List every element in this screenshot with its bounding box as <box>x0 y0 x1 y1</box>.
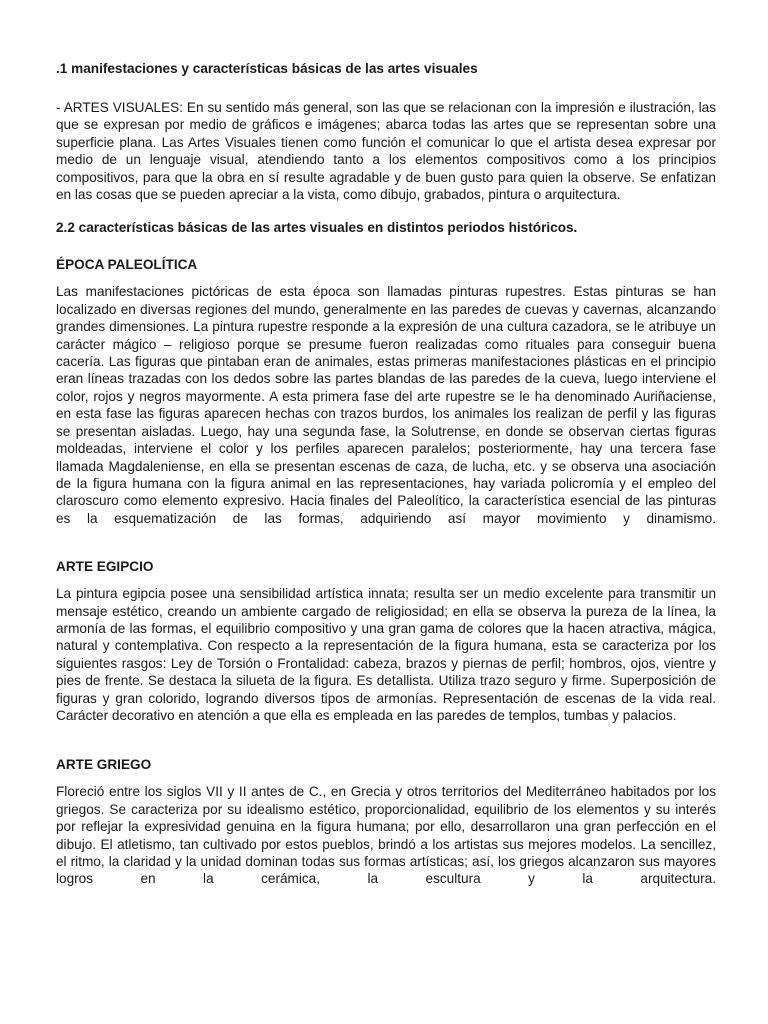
heading-manifestaciones: .1 manifestaciones y características básicas de las artes visuales <box>56 61 478 76</box>
paragraph-arte-griego: Floreció entre los siglos VII y II antes de C., en Grecia y otros territorios del Mediterráneo habitados por los griegos. Se caracteriza por su idealismo estético, proporcionalidad, equilibrio de los elementos y su interés por reflejar la expresividad genuina en la figura humana; por ello, desarrollaron una gran perfección en el dibujo. El atletismo, tan cultivado por estos pueblos, brindó a los artistas sus mejores modelos. La sencillez, el ritmo, la claridad y la unidad dominan todas sus formas artísticas; así, los griegos alcanzaron sus mayores logros en la cerámica, la escultura y la arquitectura. <box>56 784 716 887</box>
heading-arte-griego: ARTE GRIEGO <box>56 757 152 773</box>
heading-arte-egipcio: ARTE EGIPCIO <box>56 559 154 575</box>
document-page <box>56 60 716 888</box>
paragraph-epoca-paleolitica: Las manifestaciones pictóricas de esta época son llamadas pinturas rupestres. Estas pinturas se han localizado en diversas regiones del mundo, generalmente en las paredes de cuevas y cavernas, alcanzando grandes dimensiones. La pintura rupestre responde a la expresión de una cultura cazadora, se le atribuye un carácter mágico – religioso porque se presume fueron realizadas como rituales para conseguir buena cacería. Las figuras que pintaban eran de animales, estas primeras manifestaciones plásticas en el principio eran líneas trazadas con los dedos sobre las partes blandas de las paredes de la cueva, luego interviene el color, rojos y negros mayormente. A esta primera fase del arte rupestre se le ha denominado Auriñaciense, en esta fase las figuras aparecen hechas con trazos burdos, los animales los realizan de perfil y las figuras se presentan aisladas. Luego, hay una segunda fase, la Solutrense, en donde se observan ciertas figuras moldeadas, interviene el color y los perfiles aparecen paralelos; posteriormente, hay una tercera fase llamada Magdaleniense, en ella se presentan escenas de caza, de lucha, etc. y se observa una asociación de la figura humana con la figura animal en las representaciones, hay variada policromía y el empleo del claroscuro como elemento expresivo. Hacia finales del Paleolítico, la característica esencial de las pinturas es la esquematización de las formas, adquiriendo así mayor movimiento y dinamismo. <box>56 284 716 526</box>
paragraph-arte-egipcio: La pintura egipcia posee una sensibilidad artística innata; resulta ser un medio excelente para transmitir un mensaje estético, creando un ambiente cargado de religiosidad; en ella se observa la pureza de la línea, la armonía de las formas, el equilibrio compositivo y una gran gama de colores que la hacen atractiva, mágica, natural y contemplativa. Con respecto a la representación de la figura humana, esta se caracteriza por los siguientes rasgos: Ley de Torsión o Frontalidad: cabeza, brazos y piernas de perfil; hombros, ojos, vientre y pies de frente. Se destaca la silueta de la figura. Es detallista. Utiliza trazo seguro y firme. Superposición de figuras y gran colorido, logrando diversos tipos de armonías. Representación de escenas de la vida real. Carácter decorativo en atención a que ella es empleada en las paredes de templos, tumbas y palacios. <box>56 586 716 723</box>
heading-epoca-paleolitica: ÉPOCA PALEOLÍTICA <box>56 257 198 273</box>
heading-periodos-historicos: 2.2 características básicas de las artes visuales en distintos periodos históricos. <box>56 220 578 236</box>
paragraph-artes-visuales: - ARTES VISUALES: En su sentido más general, son las que se relacionan con la impresión e ilustración, las que se expresan por medio de gráficos e imágenes; abarca todas las artes que se representan sobre una superficie plana. Las Artes Visuales tienen como función el comunicar lo que el artista desea expresar por medio de un lenguaje visual, atendiendo tanto a los elementos compositivos como a los principios compositivos, para que la obra en sí resulte agradable y de buen gusto para quien la observe. Se enfatizan en las cosas que se pueden apreciar a la vista, como dibujo, grabados, pintura o arquitectura. <box>56 100 716 203</box>
